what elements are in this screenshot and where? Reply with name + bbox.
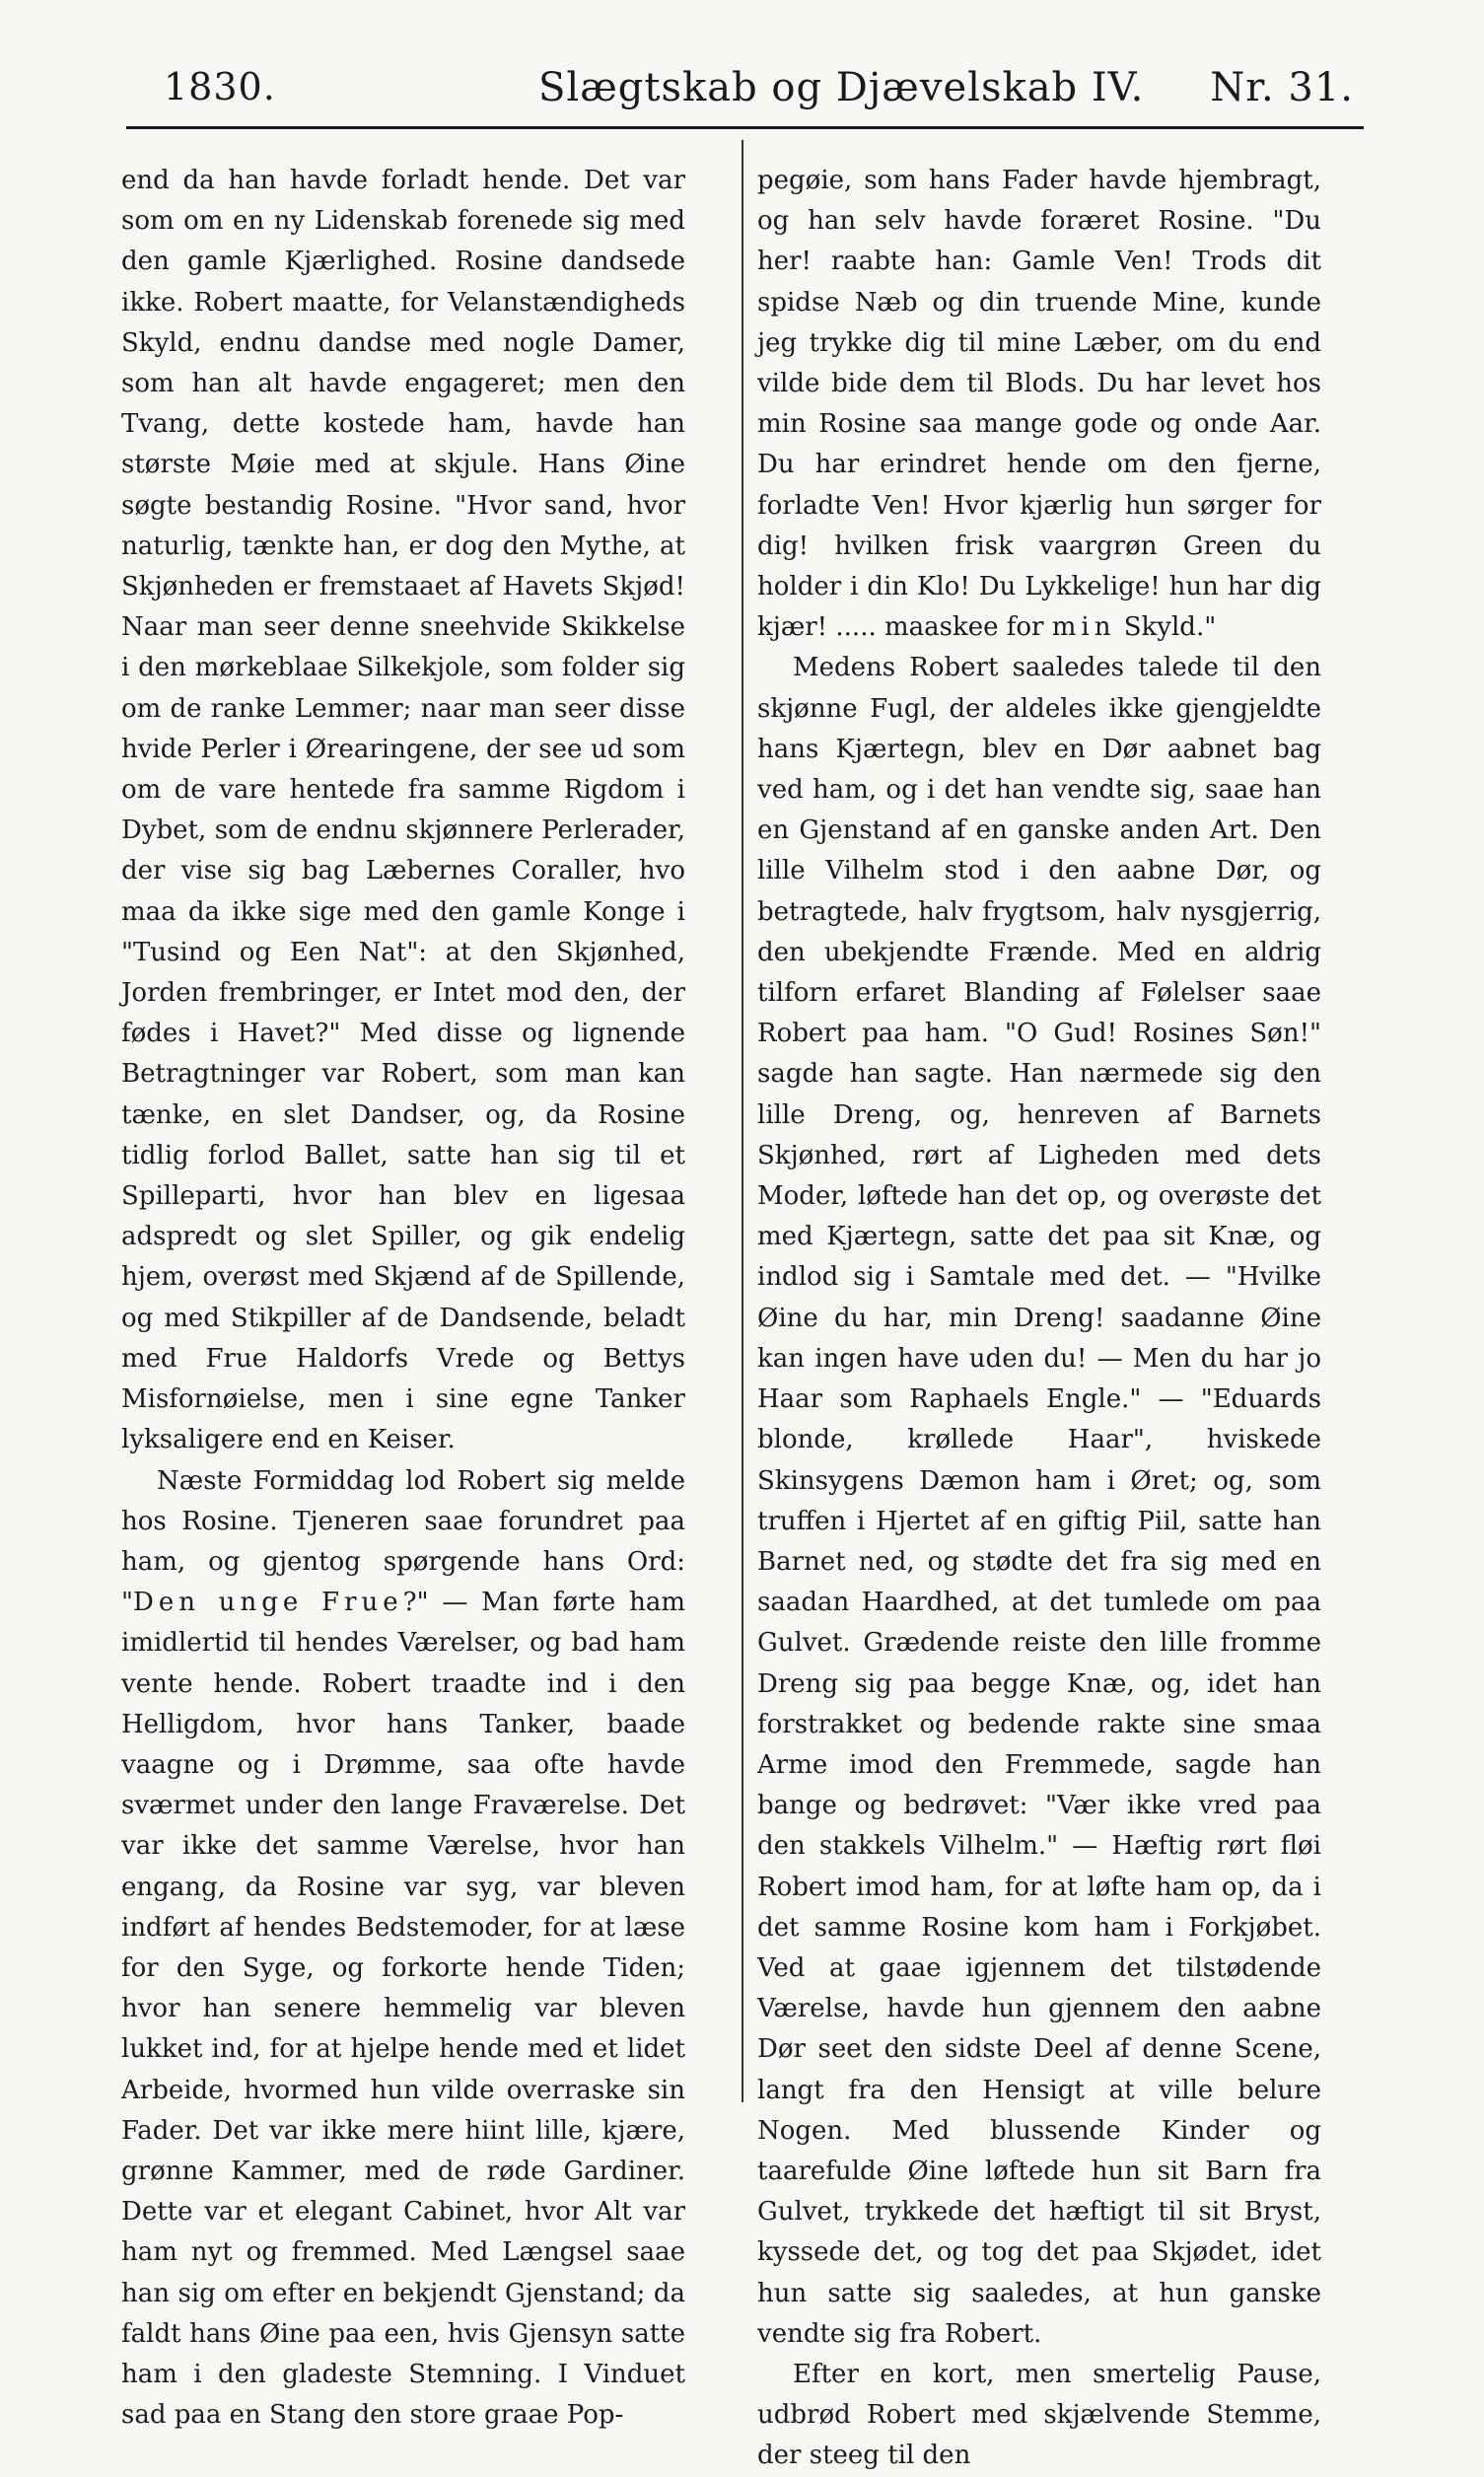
right-column [757, 161, 1321, 2477]
header-number: Nr. 31. [1210, 65, 1354, 110]
column-divider [742, 140, 743, 2102]
left-column [121, 161, 685, 2436]
left-paragraph-2 [121, 1461, 685, 2437]
page-header [126, 57, 1364, 126]
left-paragraph-2-start: Næste Formiddag lod Robert sig melde hos Rosine. Tjeneren saae forundret paa ham, og gjentog spørgende hans Ord: " [121, 1465, 685, 1618]
header-year: 1830. [164, 65, 276, 108]
right-paragraph-3: Efter en kort, men smertelig Pause, udbrød Robert med skjælvende Stemme, der steeg til den [757, 2359, 1321, 2471]
left-paragraph-2-spaced: Den unge Frue [132, 1588, 403, 1618]
right-paragraph-1-start: pegøie, som hans Fader havde hjembragt, og han selv havde foræret Rosine. "Du her! raabte han: Gamle Ven! Trods dit spidse Næb og din truende Mine, kunde jeg trykke dig til mine Læber, om du end vilde bide dem til Blods. Du har levet hos min Rosine saa mange gode og onde Aar. Du har erindret hende om den fjerne, forladte Ven! Hvor kjærlig hun sørger for dig! hvilken frisk vaargrøn Green du holder i din Klo! Du Lykkelige! hun har dig kjær! ..... maaskee for [757, 166, 1321, 643]
header-title: Slægtskab og Djævelskab IV. [538, 65, 1145, 110]
left-paragraph-2-end: ?" — Man førte ham imidlertid til hendes Værelser, og bad ham vente hende. Robert traadte ind i den Helligdom, hvor hans Tanker, baade vaagne og i Drømme, saa ofte havde sværmet under den lange Fraværelse. Det var ikke det samme Værelse, hvor han engang, da Rosine var syg, var bleven indført af hendes Bedstemoder, for at læse for den Syge, og forkorte hende Tiden; hvor han senere hemmelig var bleven lukket ind, for at hjelpe hende med et lidet Arbeide, hvormed hun vilde overraske sin Fader. Det var ikke mere hiint lille, kjære, grønne Kammer, med de røde Gardiner. Dette var et elegant Cabinet, hvor Alt var ham nyt og fremmed. Med Længsel saae han sig om efter en bekjendt Gjenstand; da faldt hans Øine paa een, hvis Gjensyn satte ham i den gladeste Stemning. I Vinduet sad paa en Stang den store graae Pop- [121, 1588, 685, 2431]
left-paragraph-1: end da han havde forladt hende. Det var som om en ny Lidenskab forenede sig med den gamle Kjærlighed. Rosine dandsede ikke. Robert maatte, for Velanstændigheds Skyld, endnu dandse med nogle Damer, som han alt havde engageret; men den Tvang, dette kostede ham, havde han største Møie med at skjule. Hans Øine søgte bestandig Rosine. "Hvor sand, hvor naturlig, tænkte han, er dog den Mythe, at Skjønheden er fremstaaet af Havets Skjød! Naar man seer denne sneehvide Skikkelse i den mørkeblaae Silkekjole, som folder sig om de ranke Lemmer; naar man seer disse hvide Perler i Ørearingene, der see ud som om de vare hentede fra samme Rigdom i Dybet, som de endnu skjønnere Perlerader, der vise sig bag Læbernes Coraller, hvo maa da ikke sige med den gamle Konge i "Tusind og Een Nat": at den Skjønhed, Jorden frembringer, er Intet mod den, der fødes i Havet?" Med disse og lignende Betragtninger var Robert, som man kan tænke, en slet Dandser, og, da Rosine tidlig forlod Ballet, satte han sig til et Spilleparti, hvor han blev en ligesaa adspredt og slet Spiller, og gik endelig hjem, overøst med Skjænd af de Spillende, og med Stikpiller af de Dandsende, beladt med Frue Haldorfs Vrede og Bettys Misfornøielse, men i sine egne Tanker lyksaligere end en Keiser. [121, 166, 685, 1455]
right-paragraph-1-end: Skyld." [1115, 612, 1217, 643]
header-rule [126, 126, 1364, 129]
right-paragraph-1-spaced: min [1051, 612, 1116, 643]
right-paragraph-1 [757, 161, 1321, 648]
right-paragraph-2: Medens Robert saaledes talede til den skjønne Fugl, der aldeles ikke gjengjeldte hans Kjærtegn, blev en Dør aabnet bag ved ham, og i det han vendte sig, saae han en Gjenstand af en ganske anden Art. Den lille Vilhelm stod i den aabne Dør, og betragtede, halv frygtsom, halv nysgjerrig, den ubekjendte Frænde. Med en aldrig tilforn erfaret Blanding af Følelser saae Robert paa ham. "O Gud! Rosines Søn!" sagde han sagte. Han nærmede sig den lille Dreng, og, henreven af Barnets Skjønhed, rørt af Ligheden med dets Moder, løftede han det op, og overøste det med Kjærtegn, satte det paa sit Knæ, og indlod sig i Samtale med det. — "Hvilke Øine du har, min Dreng! saadanne Øine kan ingen have uden du! — Men du har jo Haar som Raphaels Engle." — "Eduards blonde, krøllede Haar", hviskede Skinsygens Dæmon ham i Øret; og, som truffen i Hjertet af en giftig Piil, satte han Barnet ned, og stødte det fra sig med en saadan Haardhed, at det tumlede om paa Gulvet. Grædende reiste den lille fromme Dreng sig paa begge Knæ, og, idet han forstrakket og bedende rakte sine smaa Arme imod den Fremmede, sagde han bange og bedrøvet: "Vær ikke vred paa den stakkels Vilhelm." — Hæftig rørt fløi Robert imod ham, for at løfte ham op, da i det samme Rosine kom ham i Forkjøbet. Ved at gaae igjennem det tilstødende Værelse, havde hun gjennem den aabne Dør seet den sidste Deel af denne Scene, langt fra den Hensigt at ville belure Nogen. Med blussende Kinder og taarefulde Øine løftede hun sit Barn fra Gulvet, trykkede det hæftigt til sit Bryst, kyssede det, og tog det paa Skjødet, idet hun satte sig saaledes, at hun ganske vendte sig fra Robert. [757, 653, 1321, 2349]
